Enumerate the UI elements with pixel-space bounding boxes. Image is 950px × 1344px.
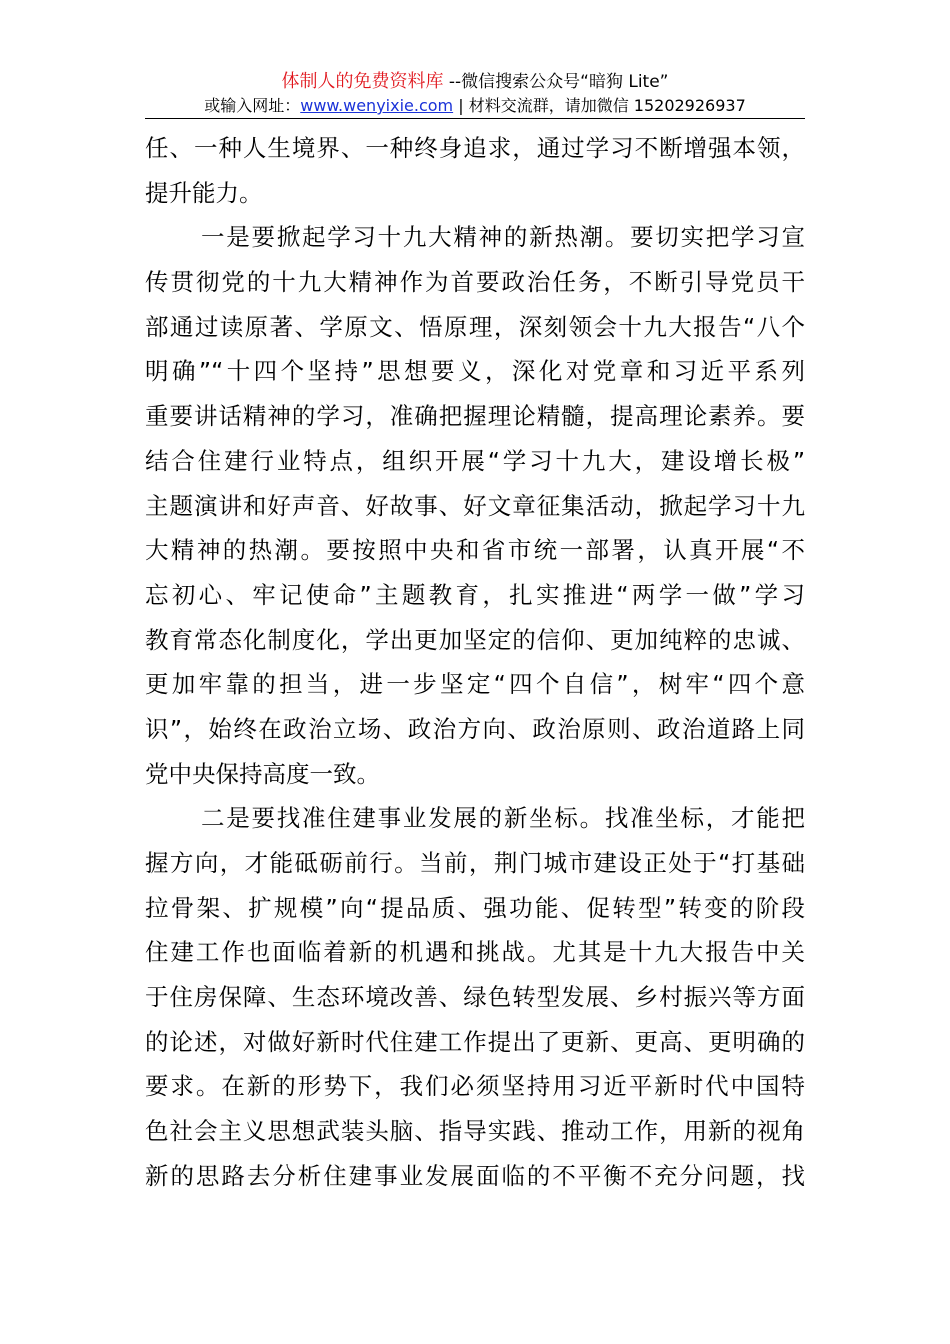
text-line: 住建工作也面临着新的机遇和挑战。尤其是十九大报告中关: [145, 938, 805, 967]
document-body: [145, 126, 805, 1199]
text-line: 党中央保持高度一致。: [145, 759, 380, 788]
header-contact: 材料交流群，请加微信 15202926937: [468, 96, 746, 115]
header-divider: [145, 118, 805, 119]
text-line: 主题演讲和好声音、好故事、好文章征集活动，掀起学习十九: [145, 491, 805, 520]
header-contact-line: [145, 95, 805, 117]
text-line: 任、一种人生境界、一种终身追求，通过学习不断增强本领，: [145, 134, 805, 162]
text-line: 部通过读原著、学原文、悟原理，深刻领会十九大报告“八个: [145, 312, 805, 341]
text-line: 重要讲话精神的学习，准确把握理论精髓，提高理论素养。要: [145, 402, 805, 431]
text-line: 传贯彻党的十九大精神作为首要政治任务，不断引导党员干: [145, 268, 805, 297]
text-line: 忘初心、牢记使命”主题教育，扎实推进“两学一做”学习: [145, 580, 805, 609]
header-separator: |: [453, 96, 469, 115]
text-line: 要求。在新的形势下，我们必须坚持用习近平新时代中国特: [145, 1072, 805, 1101]
text-line: 握方向，才能砥砺前行。当前，荆门城市建设正处于“打基础: [145, 849, 805, 877]
text-line: 新的思路去分析住建事业发展面临的不平衡不充分问题，找: [145, 1161, 805, 1190]
text-line: 提升能力。: [145, 178, 263, 207]
text-line: 识”，始终在政治立场、政治方向、政治原则、政治道路上同: [145, 714, 805, 743]
header-wechat-note: --微信搜索公众号“暗狗 Lite”: [443, 72, 669, 92]
paragraph-start-line: 一是要掀起学习十九大精神的新热潮。要切实把学习宣: [201, 223, 805, 252]
text-line: 色社会主义思想武装头脑、指导实践、推动工作，用新的视角: [145, 1117, 805, 1146]
header-url-link[interactable]: www.wenyixie.com: [300, 96, 454, 115]
text-line: 于住房保障、生态环境改善、绿色转型发展、乡村振兴等方面: [145, 983, 805, 1012]
text-line: 结合住建行业特点，组织开展“学习十九大，建设增长极”: [145, 446, 805, 475]
text-line: 拉骨架、扩规模”向“提品质、强功能、促转型”转变的阶段: [145, 893, 805, 922]
text-line: 教育常态化制度化，学出更加坚定的信仰、更加纯粹的忠诚、: [145, 625, 805, 654]
header-brand: 体制人的免费资料库: [281, 71, 444, 92]
page-header: [145, 70, 805, 117]
text-line: 的论述，对做好新时代住建工作提出了更新、更高、更明确的: [145, 1027, 805, 1056]
text-line: 更加牢靠的担当，进一步坚定“四个自信”，树牢“四个意: [145, 670, 805, 699]
paragraph-start-line: 二是要找准住建事业发展的新坐标。找准坐标，才能把: [201, 804, 805, 833]
text-line: 大精神的热潮。要按照中央和省市统一部署，认真开展“不: [145, 536, 805, 565]
header-url-prefix: 或输入网址：: [204, 96, 301, 115]
header-title-line: [145, 70, 805, 94]
text-line: 明确”“十四个坚持”思想要义，深化对党章和习近平系列: [145, 357, 805, 386]
